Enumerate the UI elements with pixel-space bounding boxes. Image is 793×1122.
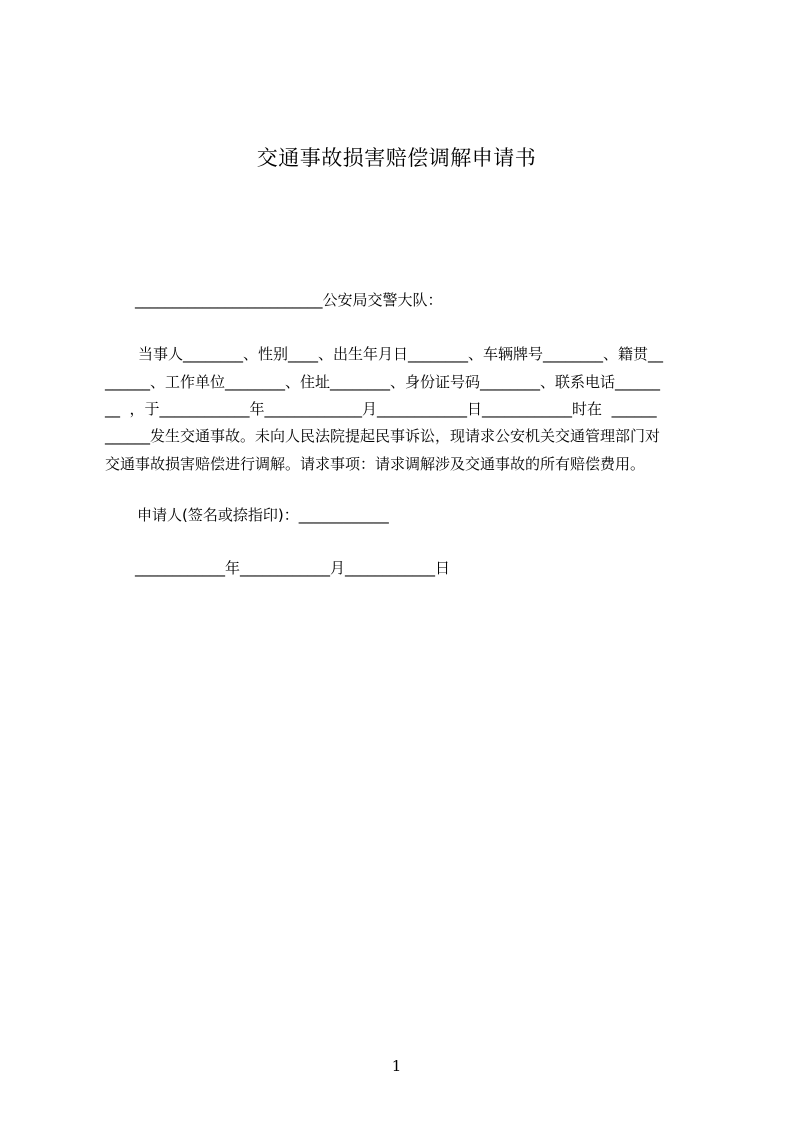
- date-line: ____________年____________月____________日: [135, 559, 451, 577]
- page-number: 1: [391, 1057, 402, 1075]
- body-line: 交通事故损害赔偿进行调解。请求事项：请求调解涉及交通事故的所有赔偿费用。: [105, 455, 646, 473]
- body-line: __ ，于____________年_____________月____________日____________时在 ______: [105, 400, 657, 418]
- body-line: 当事人________、性别____、出生年月日________、车辆牌号________、籍贯__: [138, 345, 664, 363]
- body-line: ______发生交通事故。未向人民法院提起民事诉讼，现请求公安机关交通管理部门对: [105, 427, 661, 445]
- signature-line: 申请人(签名或捺指印)：____________: [137, 506, 389, 524]
- body-line: ______、工作单位________、住址________、身份证号码________、联系电话______: [105, 373, 661, 391]
- salutation-line: _________________________公安局交警大队：: [135, 291, 443, 309]
- document-title: 交通事故损害赔偿调解申请书: [256, 146, 537, 170]
